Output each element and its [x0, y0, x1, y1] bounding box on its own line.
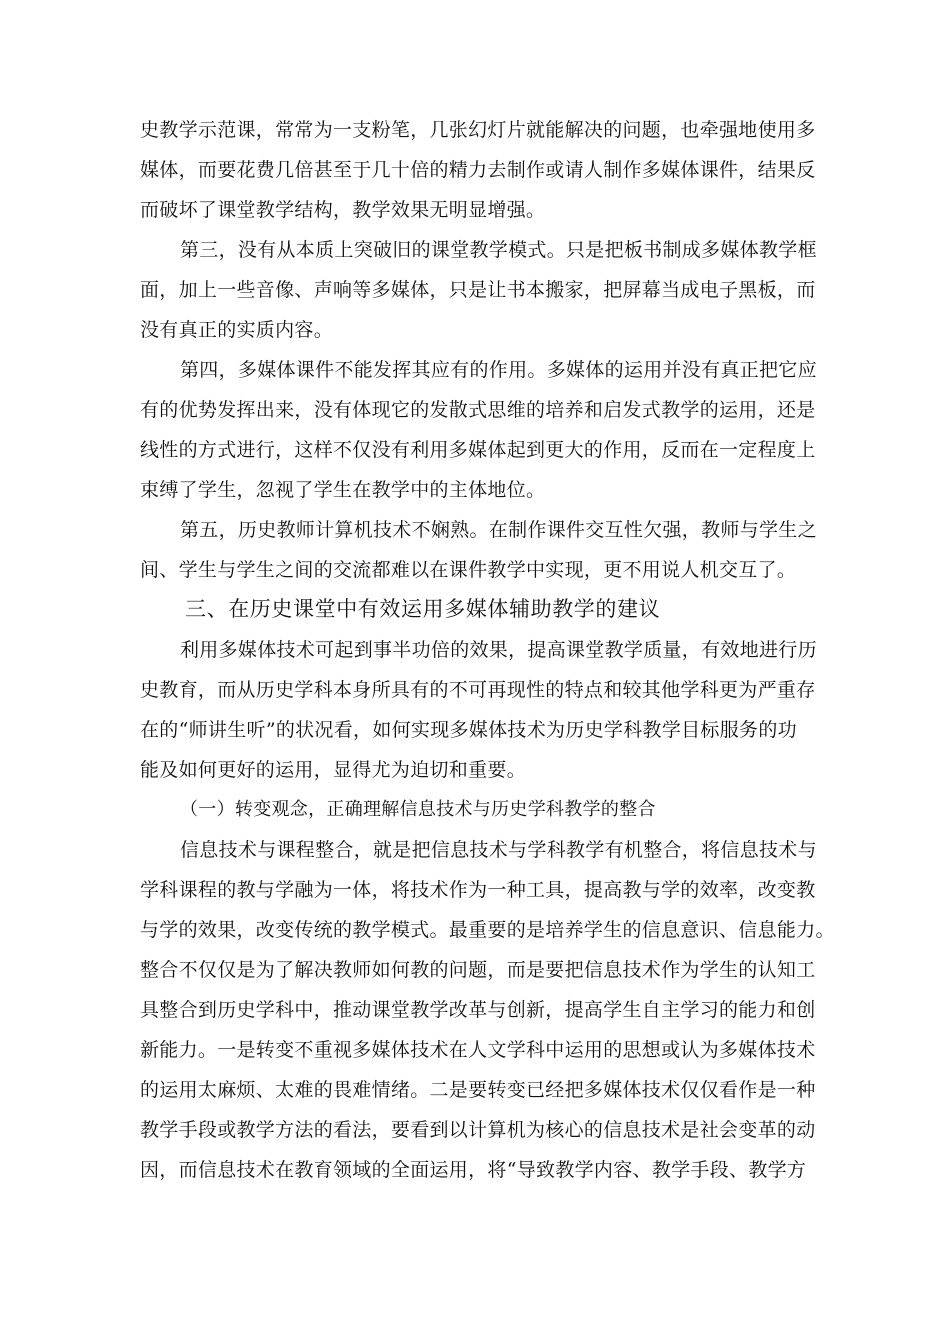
text-line: 面，加上一些音像、声响等多媒体，只是让书本搬家，把屏幕当成电子黑板，而	[140, 279, 816, 301]
text-line: 在的“师讲生听”的状况看，如何实现多媒体技术为历史学科教学目标服务的功	[140, 719, 797, 741]
text-line: 间、学生与学生之间的交流都难以在课件教学中实现，更不用说人机交互了。	[140, 559, 797, 581]
text-line: 第四，多媒体课件不能发挥其应有的作用。多媒体的运用并没有真正把它应	[180, 359, 817, 381]
subsection-heading: （一）转变观念，正确理解信息技术与历史学科教学的整合	[180, 799, 656, 820]
text-line: 与学的效果，改变传统的教学模式。最重要的是培养学生的信息意识、信息能力。	[140, 919, 835, 941]
text-line: 因，而信息技术在教育领域的全面运用，将“导致教学内容、教学手段、教学方	[140, 1159, 807, 1181]
text-line: 而破坏了课堂教学结构，教学效果无明显增强。	[140, 199, 546, 221]
text-line: 第五，历史教师计算机技术不娴熟。在制作课件交互性欠强，教师与学生之	[180, 519, 817, 541]
text-line: 利用多媒体技术可起到事半功倍的效果，提高课堂教学质量，有效地进行历	[180, 639, 817, 661]
text-line: 信息技术与课程整合，就是把信息技术与学科教学有机整合，将信息技术与	[180, 839, 817, 861]
text-line: 史教学示范课，常常为一支粉笔，几张幻灯片就能解决的问题，也牵强地使用多	[140, 119, 816, 141]
text-line: 能及如何更好的运用，显得尤为迫切和重要。	[140, 759, 527, 781]
text-line: 教学手段或教学方法的看法，要看到以计算机为核心的信息技术是社会变革的动	[140, 1119, 816, 1141]
text-line: 有的优势发挥出来，没有体现它的发散式思维的培养和启发式教学的运用，还是	[140, 399, 816, 421]
text-line: 没有真正的实质内容。	[140, 319, 334, 341]
section-heading: 三、在历史课堂中有效运用多媒体辅助教学的建议	[185, 597, 661, 621]
text-line: 新能力。一是转变不重视多媒体技术在人文学科中运用的思想或认为多媒体技术	[140, 1039, 816, 1061]
text-line: 史教育，而从历史学科本身所具有的不可再现性的特点和较其他学科更为严重存	[140, 679, 816, 701]
text-line: 第三，没有从本质上突破旧的课堂教学模式。只是把板书制成多媒体教学框	[180, 239, 817, 261]
text-line: 整合不仅仅是为了解决教师如何教的问题，而是要把信息技术作为学生的认知工	[140, 959, 816, 981]
text-line: 媒体，而要花费几倍甚至于几十倍的精力去制作或请人制作多媒体课件，结果反	[140, 159, 816, 181]
text-line: 学科课程的教与学融为一体，将技术作为一种工具，提高教与学的效率，改变教	[140, 879, 816, 901]
text-line: 具整合到历史学科中，推动课堂教学改革与创新，提高学生自主学习的能力和创	[140, 999, 816, 1021]
text-line: 的运用太麻烦、太难的畏难情绪。二是要转变已经把多媒体技术仅仅看作是一种	[140, 1079, 816, 1101]
text-line: 束缚了学生，忽视了学生在教学中的主体地位。	[140, 479, 546, 501]
text-line: 线性的方式进行，这样不仅没有利用多媒体起到更大的作用，反而在一定程度上	[140, 439, 816, 461]
